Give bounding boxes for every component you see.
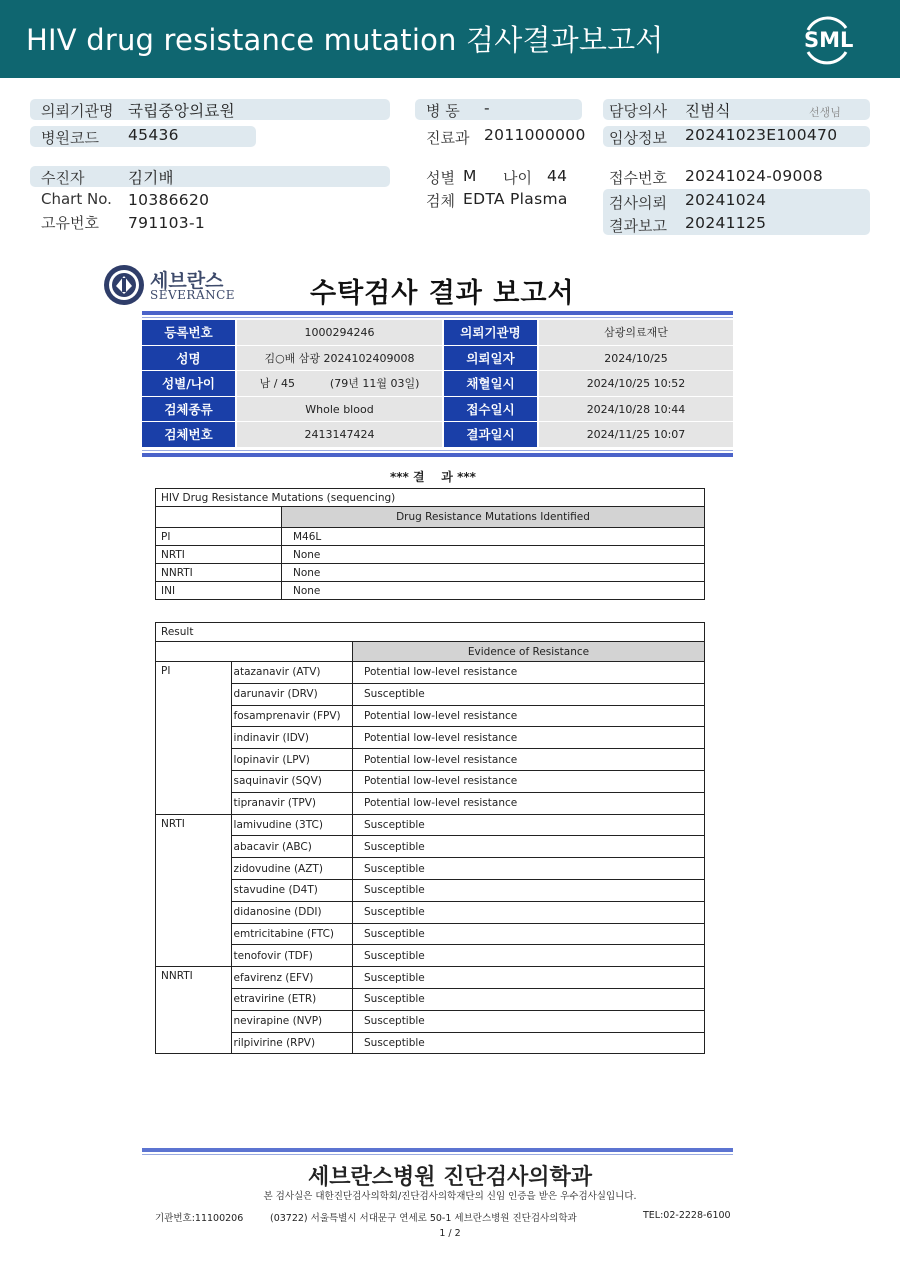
mutation-cell: None [282,564,705,582]
divider [142,311,733,315]
summary-label: 성별/나이 [142,371,235,396]
summary-value: 2024/11/25 10:07 [539,422,733,447]
table-row [156,749,705,771]
page-number: 1 / 2 [439,1228,461,1239]
evidence-cell: Susceptible [353,988,705,1010]
doctor-label: 담당의사 [609,102,667,120]
resistance-table-title: Result [156,623,705,642]
drug-class-cell: NRTI [156,814,232,967]
divider [142,453,733,457]
footer-divider [142,1148,733,1152]
evidence-cell: Potential low-level resistance [353,770,705,792]
table-row [156,967,705,989]
mutation-cell: None [282,546,705,564]
chart-value: 10386620 [128,191,210,209]
table-row [156,662,705,684]
evidence-cell: Susceptible [353,1010,705,1032]
drug-name-cell: fosamprenavir (FPV) [231,705,352,727]
mutation-cell: None [282,582,705,600]
requesting-org-value: 국립중앙의료원 [128,102,235,120]
severance-name-kr: 세브란스 [150,270,224,292]
sex-label: 성별 [426,169,455,187]
summary-label: 검체번호 [142,422,235,447]
report-title: 수탁검사 결과 보고서 [310,278,575,309]
logo-text: SML [804,28,854,52]
drug-class-cell: NNRTI [156,564,282,582]
evidence-cell: Potential low-level resistance [353,662,705,684]
page-title: HIV drug resistance mutation 검사결과보고서 [26,23,664,57]
results-heading: *** 결 과 *** [390,470,476,484]
table-row [156,792,705,814]
chart-label: Chart No. [41,190,112,208]
table-row [156,879,705,901]
summary-value: 2024/10/25 [539,346,733,371]
summary-label: 성명 [142,346,235,371]
report-value: 20241125 [685,214,767,232]
divider [142,450,733,451]
specimen-label: 검체 [426,192,455,210]
summary-label: 결과일시 [444,422,537,447]
drug-class-cell: PI [156,662,232,815]
hospital-code-label: 병원코드 [41,129,99,147]
divider [142,317,733,318]
summary-label: 의뢰일자 [444,346,537,371]
table-row [156,564,705,582]
mutations-table [155,488,705,600]
dept-label: 진료과 [426,129,470,147]
specimen-value: EDTA Plasma [463,190,568,208]
evidence-cell: Susceptible [353,858,705,880]
ward-value: - [484,99,490,117]
summary-value: 2024/10/28 10:44 [539,397,733,422]
drug-name-cell: indinavir (IDV) [231,727,352,749]
summary-value: 김○배 삼광 2024102409008 [237,346,442,371]
drug-name-cell: darunavir (DRV) [231,683,352,705]
drug-name-cell: efavirenz (EFV) [231,967,352,989]
age-label: 나이 [503,169,532,187]
drug-name-cell: zidovudine (AZT) [231,858,352,880]
summary-label: 등록번호 [142,320,235,345]
summary-value: 1000294246 [237,320,442,345]
age-value: 44 [547,167,568,185]
summary-value: 남 / 45 (79년 11월 03일) [237,371,442,396]
mutation-cell: M46L [282,528,705,546]
footer-address: (03722) 서울특별시 서대문구 연세로 50-1 세브란스병원 진단검사의학과 [270,1213,577,1224]
dept-value: 2011000000 [484,126,586,144]
report-label: 결과보고 [609,217,667,235]
ward-label: 병 동 [426,102,460,120]
summary-value: 2024/10/25 10:52 [539,371,733,396]
summary-value: Whole blood [237,397,442,422]
evidence-cell: Susceptible [353,967,705,989]
table-row [156,988,705,1010]
patient-label: 수진자 [41,169,85,187]
doctor-value: 진범식 [685,102,731,120]
evidence-cell: Potential low-level resistance [353,727,705,749]
drug-name-cell: lamivudine (3TC) [231,814,352,836]
table-row [156,770,705,792]
requesting-org-label: 의뢰기관명 [41,102,114,120]
drug-class-cell: NNRTI [156,967,232,1054]
footer-divider [142,1154,733,1155]
table-row [156,901,705,923]
clinical-value: 20241023E100470 [685,126,838,144]
table-row [156,582,705,600]
evidence-cell: Susceptible [353,901,705,923]
footer-institution-code: 기관번호:11100206 [155,1213,244,1224]
table-cell [156,507,282,528]
footer-phone: TEL:02-2228-6100 [643,1210,731,1221]
summary-value: 삼광의료재단 [539,320,733,345]
request-value: 20241024 [685,191,767,209]
evidence-cell: Susceptible [353,1032,705,1054]
receipt-value: 20241024-09008 [685,167,823,185]
table-row [156,546,705,564]
table-row [156,705,705,727]
clinical-label: 임상정보 [609,129,667,147]
evidence-cell: Susceptible [353,945,705,967]
patient-value: 김기배 [128,169,174,187]
summary-label: 검체종류 [142,397,235,422]
drug-name-cell: etravirine (ETR) [231,988,352,1010]
table-row [156,814,705,836]
severance-name-en: SEVERANCE [150,288,236,302]
summary-label: 의뢰기관명 [444,320,537,345]
drug-name-cell: tipranavir (TPV) [231,792,352,814]
drug-name-cell: abacavir (ABC) [231,836,352,858]
receipt-label: 접수번호 [609,169,667,187]
sex-value: M [463,167,477,185]
drug-class-cell: PI [156,528,282,546]
drug-class-cell: INI [156,582,282,600]
table-row [156,727,705,749]
table-cell [156,642,353,662]
summary-label: 채혈일시 [444,371,537,396]
evidence-cell: Susceptible [353,879,705,901]
drug-name-cell: tenofovir (TDF) [231,945,352,967]
evidence-cell: Susceptible [353,814,705,836]
unique-value: 791103-1 [128,214,206,232]
evidence-cell: Susceptible [353,923,705,945]
mutations-column-header: Drug Resistance Mutations Identified [282,507,705,528]
drug-class-cell: NRTI [156,546,282,564]
table-row [156,683,705,705]
table-row [156,528,705,546]
evidence-cell: Potential low-level resistance [353,749,705,771]
drug-name-cell: saquinavir (SQV) [231,770,352,792]
doctor-suffix: 선생님 [809,106,841,119]
drug-name-cell: rilpivirine (RPV) [231,1032,352,1054]
mutations-table-title: HIV Drug Resistance Mutations (sequencing) [156,489,705,507]
drug-name-cell: stavudine (D4T) [231,879,352,901]
table-row [156,836,705,858]
sml-logo [800,14,854,66]
drug-name-cell: emtricitabine (FTC) [231,923,352,945]
resistance-table [155,622,705,1054]
severance-seal-icon [102,264,146,310]
request-label: 검사의뢰 [609,194,667,212]
summary-label: 접수일시 [444,397,537,422]
table-row [156,923,705,945]
footer-department: 세브란스병원 진단검사의학과 [308,1165,592,1190]
footer-certification: 본 검사실은 대한진단검사의학회/진단검사의학재단의 신임 인증을 받은 우수검사실입니다. [263,1191,637,1202]
drug-name-cell: nevirapine (NVP) [231,1010,352,1032]
drug-name-cell: atazanavir (ATV) [231,662,352,684]
table-row [156,858,705,880]
evidence-cell: Susceptible [353,836,705,858]
resistance-column-header: Evidence of Resistance [353,642,705,662]
evidence-cell: Potential low-level resistance [353,792,705,814]
table-row [156,1032,705,1054]
drug-name-cell: didanosine (DDI) [231,901,352,923]
evidence-cell: Susceptible [353,683,705,705]
table-row [156,1010,705,1032]
hospital-code-value: 45436 [128,126,179,144]
summary-value: 2413147424 [237,422,442,447]
table-row [156,945,705,967]
unique-label: 고유번호 [41,214,99,232]
evidence-cell: Potential low-level resistance [353,705,705,727]
drug-name-cell: lopinavir (LPV) [231,749,352,771]
